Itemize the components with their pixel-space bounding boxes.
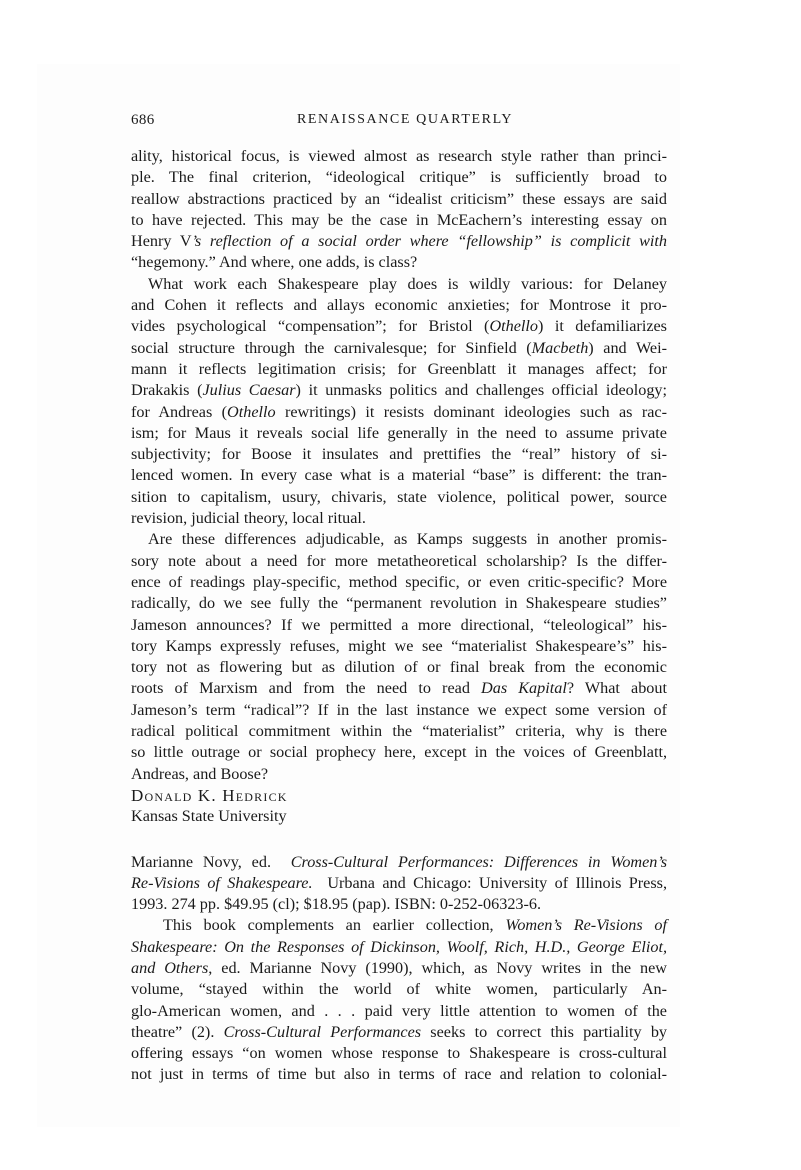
text-segment: Drakakis ( (131, 381, 203, 400)
italic-title: ’s reflection of a social order where “fellowship” is complicit with (191, 232, 667, 251)
citation-line-1 (131, 852, 667, 873)
citation-line-2 (131, 873, 667, 894)
text-line: Jameson’s term “radical”? If in the last instance we expect some version of (131, 700, 667, 719)
text-segment: social structure through the carnivalesque; for Sinfield ( (131, 338, 532, 357)
text-line: Jameson announces? If we permitted a more directional, “teleological” his- (131, 615, 667, 634)
citation-publisher: Urbana and Chicago: University of Illinois Press, (327, 873, 668, 892)
text-line (131, 937, 667, 958)
italic-title: and Others (131, 958, 209, 977)
text-segment: ? What about (566, 679, 667, 698)
text-line (131, 231, 667, 252)
italic-title: Shakespeare: On the Responses of Dickinson, Woolf, Rich, H.D., George Eliot, (131, 937, 667, 956)
italic-title: Women’s Re-Visions of (505, 916, 667, 935)
review-hedrick (131, 146, 667, 828)
text-line: Are these differences adjudicable, as Kamps suggests in another promis- (148, 530, 667, 549)
text-line: not just in terms of time but also in terms of race and relation to colonial- (131, 1065, 667, 1084)
reviewer-affiliation: Kansas State University (131, 807, 287, 826)
text-segment: ) it defamiliarizes (538, 317, 667, 336)
running-head (131, 112, 667, 136)
citation-details: 1993. 274 pp. $49.95 (cl); $18.95 (pap). ISBN: 0-252-06323-6. (131, 895, 542, 914)
text-line: offering essays “on women whose response to Shakespeare is cross-cultural (131, 1044, 667, 1063)
text-line (131, 338, 667, 359)
italic-title: Julius Caesar (202, 381, 296, 400)
citation-title: Cross-Cultural Performances: Differences in Women’s (290, 852, 667, 871)
text-line: glo-American women, and . . . paid very little attention to women of the (131, 1001, 667, 1020)
text-line: so little outrage or social prophecy here, except in the voices of Greenblatt, (131, 743, 667, 762)
italic-title: Das Kapital (481, 679, 567, 698)
text-line: and Cohen it reflects and allays economic anxieties; for Montrose it pro- (131, 296, 667, 315)
review-body (131, 915, 667, 1085)
text-line (131, 402, 667, 423)
italic-title: Othello (227, 402, 276, 421)
section-gap (131, 828, 667, 852)
text-line: tory Kamps expressly refuses, might we see “materialist Shakespeare’s” his- (131, 636, 667, 655)
text-line: ism; for Maus it reveals social life generally in the need to assume private (131, 423, 667, 442)
text-segment: rewritings) it resists dominant ideologies such as rac- (275, 402, 668, 421)
text-line: ple. The final criterion, “ideological critique” is sufficiently broad to (131, 168, 667, 187)
text-line (131, 678, 667, 699)
text-line: reallow abstractions practiced by an “idealist criticism” these essays are said (131, 189, 667, 208)
text-line: volume, “stayed within the world of white women, particularly An- (131, 980, 667, 999)
text-line: to have rejected. This may be the case in McEachern’s interesting essay on (131, 210, 667, 229)
text-line: sory note about a need for more metatheoretical scholarship? Is the differ- (131, 551, 667, 570)
italic-title: Othello (489, 317, 539, 336)
text-line: Andreas, and Boose? (131, 764, 269, 783)
text-segment: theatre” (2). (131, 1022, 224, 1041)
text-segment: ) it unmasks politics and challenges official ideology; (295, 381, 667, 400)
text-segment: Henry V (131, 232, 192, 251)
text-segment: roots of Marxism and from the need to read (131, 679, 482, 698)
text-line: radical political commitment within the “materialist” criteria, why is there (131, 722, 667, 741)
text-line: sition to capitalism, usury, chivaris, state violence, political power, source (131, 487, 667, 506)
text-line: radically, do we see fully the “permanent revolution in Shakespeare studies” (131, 594, 667, 613)
text-segment: This book complements an earlier collection, (163, 916, 506, 935)
citation-editor: Marianne Novy, ed. (131, 852, 272, 871)
text-line: What work each Shakespeare play does is wildly various: for Delaney (148, 274, 667, 293)
text-segment: for Andreas ( (131, 402, 228, 421)
italic-title: Macbeth (531, 338, 589, 357)
text-line: ence of readings play-specific, method specific, or even critic-specific? More (131, 572, 667, 591)
text-segment: vides psychological “compensation”; for Bristol ( (131, 317, 490, 336)
text-line: revision, judicial theory, local ritual. (131, 509, 366, 528)
citation-title-cont: Re-Visions of Shakespeare. (131, 873, 313, 892)
text-line: ality, historical focus, is viewed almost as research style rather than princi- (131, 147, 667, 165)
text-line (131, 316, 667, 337)
text-line (131, 958, 667, 979)
text-line: tory not as flowering but as dilution of or final break from the economic (131, 658, 667, 677)
text-line: “hegemony.” And where, one adds, is class? (131, 253, 418, 272)
text-segment: seeks to correct this partiality by (421, 1022, 668, 1041)
text-line: mann it reflects legitimation crisis; for Greenblatt it manages affect; for (131, 359, 667, 378)
review-body (131, 146, 667, 785)
journal-page (131, 112, 667, 1086)
text-line (131, 915, 667, 936)
text-line (131, 380, 667, 401)
text-line: lenced women. In every case what is a material “base” is different: the tran- (131, 466, 667, 485)
text-line (131, 1022, 667, 1043)
review-novy (131, 852, 667, 1086)
text-segment: ) and Wei- (588, 338, 667, 357)
journal-title: RENAISSANCE QUARTERLY (296, 112, 514, 127)
reviewer-name: Donald K. Hedrick (131, 785, 288, 805)
page-number: 686 (131, 112, 155, 128)
text-segment: , ed. Marianne Novy (1990), which, as Novy writes in the new (208, 958, 667, 977)
italic-title: Cross-Cultural Performances (223, 1022, 422, 1041)
text-line: subjectivity; for Boose it insulates and prettifies the “real” history of si- (131, 445, 667, 464)
